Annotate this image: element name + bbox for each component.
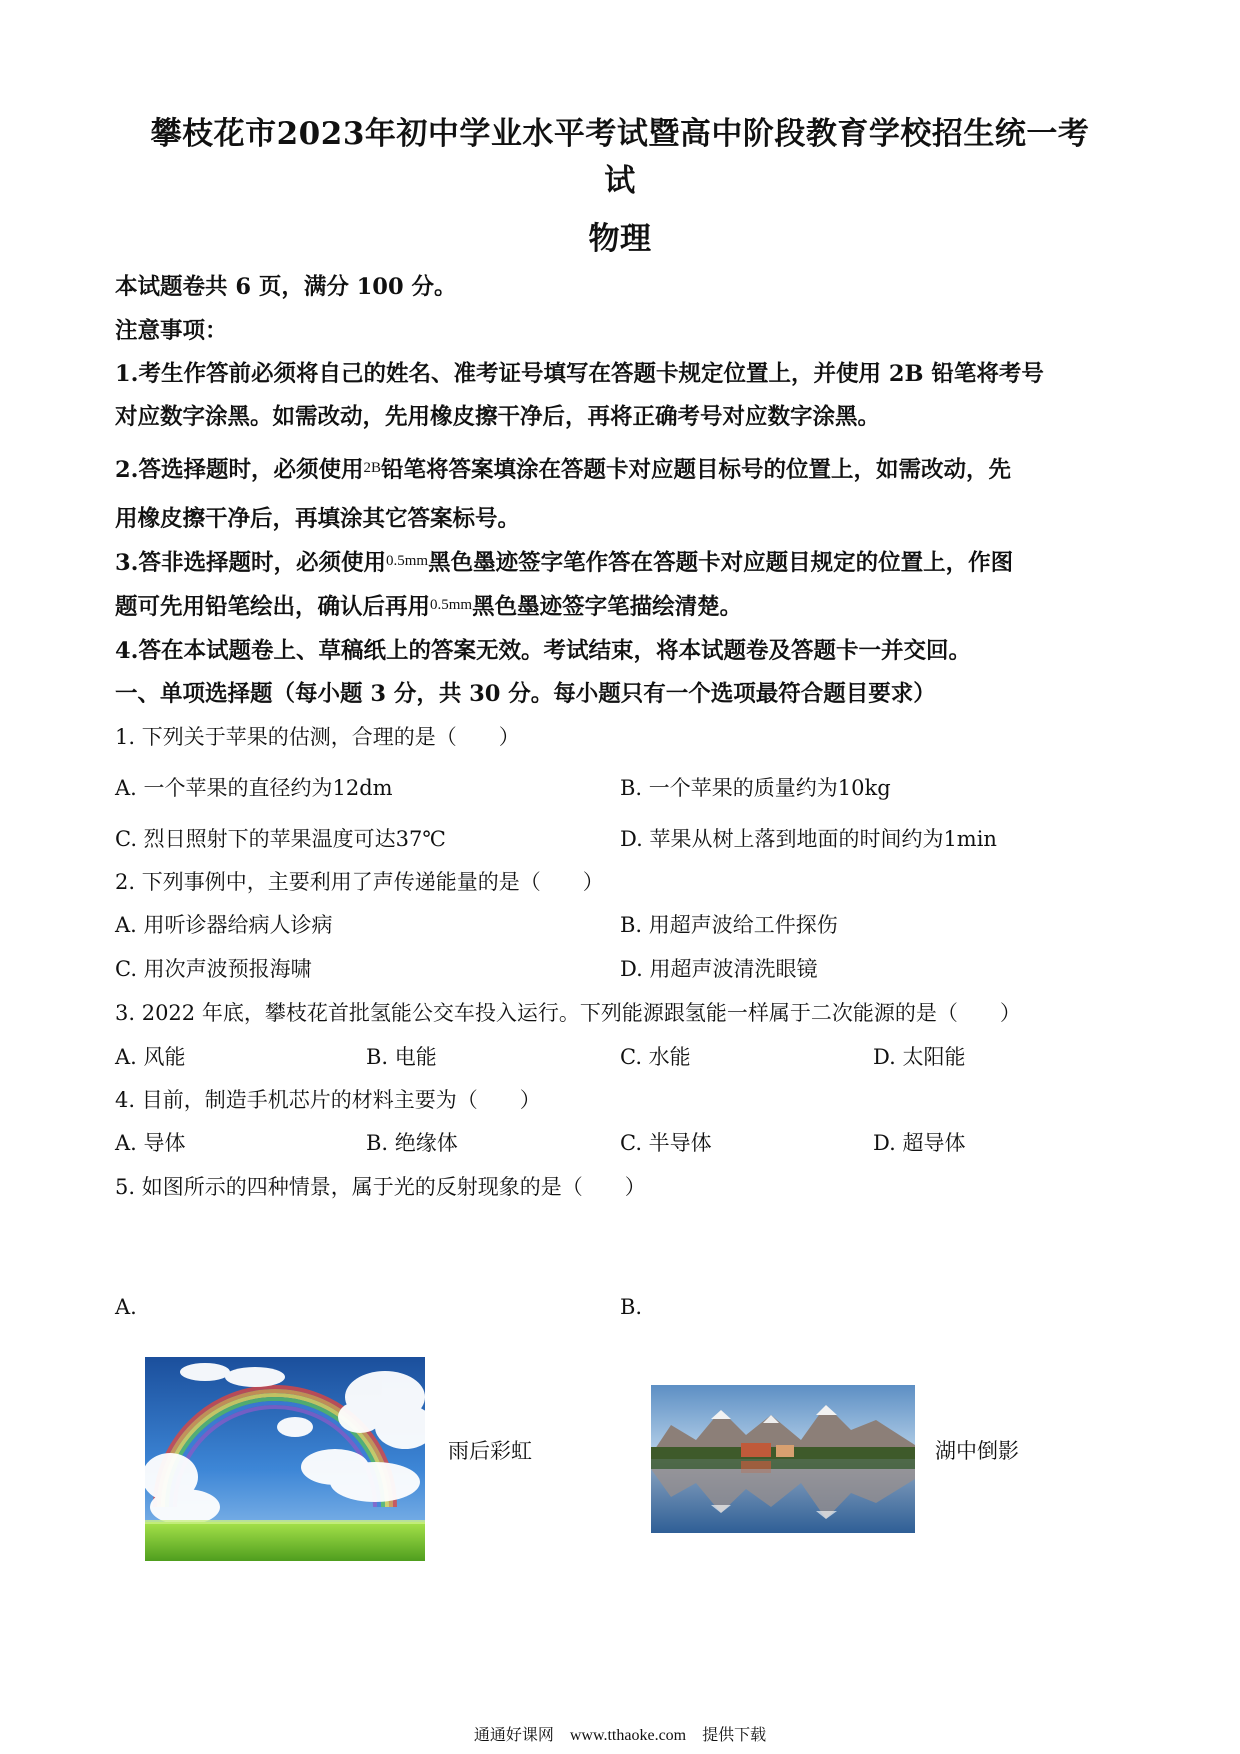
exam-title-line2: 试	[604, 163, 636, 199]
notice-3-text-d: 黑色墨迹签字笔描绘清楚。	[472, 594, 743, 620]
notice-heading: 注意事项：	[115, 318, 228, 344]
q3-option-c: C. 水能	[620, 1045, 691, 1069]
q5-option-a-caption: 雨后彩虹	[448, 1439, 532, 1463]
lake-reflection-photo	[651, 1385, 915, 1533]
q4-option-a: A. 导体	[115, 1131, 186, 1155]
section-heading: 一、单项选择题（每小题 3 分，共 30 分。每小题只有一个选项最符合题目要求）	[115, 681, 936, 707]
notice-3-text-b: 黑色墨迹签字笔作答在答题卡对应题目规定的位置上，作图	[428, 550, 1014, 576]
q3-option-a: A. 风能	[115, 1045, 186, 1069]
q3-option-b: B. 电能	[366, 1045, 437, 1069]
notice-3-line1	[115, 545, 1013, 577]
subject-title: 物理	[588, 221, 652, 257]
notice-3-pen-size-2: 0.5mm	[430, 597, 473, 613]
notice-2-line1	[115, 452, 1011, 484]
q2-option-a: A. 用听诊器给病人诊病	[115, 913, 333, 937]
notice-3-text-a: 3.答非选择题时，必须使用	[115, 550, 386, 576]
notice-3-line2	[115, 589, 742, 621]
q4-option-b: B. 绝缘体	[366, 1131, 458, 1155]
notice-4: 4.答在本试题卷上、草稿纸上的答案无效。考试结束，将本试题卷及答题卡一并交回。	[115, 638, 971, 664]
rainbow-photo	[145, 1357, 425, 1561]
exam-info: 本试题卷共 6 页，满分 100 分。	[115, 274, 457, 300]
q1-option-c: C. 烈日照射下的苹果温度可达37℃	[115, 827, 446, 851]
exam-title-line1: 攀枝花市2023年初中学业水平考试暨高中阶段教育学校招生统一考	[150, 116, 1090, 152]
q2-option-b: B. 用超声波给工件探伤	[620, 913, 838, 937]
q2-option-d: D. 用超声波清洗眼镜	[620, 957, 818, 981]
notice-2-text-a: 2.答选择题时，必须使用	[115, 457, 364, 483]
q1-stem: 1. 下列关于苹果的估测，合理的是（ ）	[115, 725, 520, 749]
q4-stem: 4. 目前，制造手机芯片的材料主要为（ ）	[115, 1088, 541, 1112]
q3-stem: 3. 2022 年底，攀枝花首批氢能公交车投入运行。下列能源跟氢能一样属于二次能源的是（ ）	[115, 1001, 1021, 1025]
q1-option-d: D. 苹果从树上落到地面的时间约为1min	[620, 827, 997, 851]
q5-option-b-label: B.	[620, 1295, 643, 1319]
q5-option-b-caption: 湖中倒影	[935, 1439, 1019, 1463]
notice-2-line2: 用橡皮擦干净后，再填涂其它答案标号。	[115, 506, 521, 532]
notice-3-text-c: 题可先用铅笔绘出，确认后再用	[115, 594, 431, 620]
q1-option-a: A. 一个苹果的直径约为12dm	[115, 776, 393, 800]
notice-3-pen-size: 0.5mm	[386, 553, 429, 569]
q2-stem: 2. 下列事例中，主要利用了声传递能量的是（ ）	[115, 870, 604, 894]
notice-1-line1: 1.考生作答前必须将自己的姓名、准考证号填写在答题卡规定位置上，并使用 2B 铅笔将考号	[115, 361, 1044, 387]
q4-option-d: D. 超导体	[873, 1131, 966, 1155]
q5-stem: 5. 如图所示的四种情景，属于光的反射现象的是（ ）	[115, 1175, 646, 1199]
q3-option-d: D. 太阳能	[873, 1045, 966, 1069]
notice-2-text-b: 铅笔将答案填涂在答题卡对应题目标号的位置上，如需改动，先	[381, 457, 1012, 483]
notice-2-pencil: 2B	[363, 460, 382, 476]
q1-option-b: B. 一个苹果的质量约为10kg	[620, 776, 891, 800]
footer-source: 通通好课网 www.tthaoke.com 提供下载	[473, 1727, 767, 1744]
q4-option-c: C. 半导体	[620, 1131, 712, 1155]
notice-1-line2: 对应数字涂黑。如需改动，先用橡皮擦干净后，再将正确考号对应数字涂黑。	[115, 404, 881, 430]
q5-option-a-label: A.	[115, 1295, 137, 1319]
q2-option-c: C. 用次声波预报海啸	[115, 957, 312, 981]
